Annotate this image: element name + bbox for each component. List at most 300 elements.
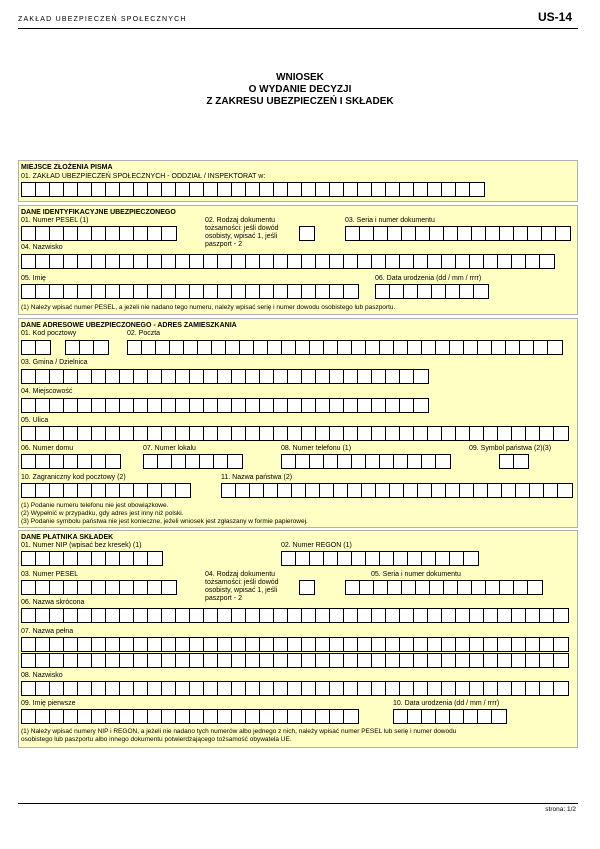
input-cell[interactable]	[78, 399, 92, 412]
input-cell[interactable]	[274, 183, 288, 196]
apartment-number-input[interactable]	[143, 454, 243, 469]
input-cell[interactable]	[372, 654, 386, 667]
input-cell[interactable]	[190, 710, 204, 723]
input-cell[interactable]	[474, 484, 488, 497]
input-cell[interactable]	[498, 638, 512, 651]
input-cell[interactable]	[106, 370, 120, 383]
input-cell[interactable]	[492, 341, 506, 354]
input-cell[interactable]	[250, 484, 264, 497]
input-cell[interactable]	[120, 370, 134, 383]
input-cell[interactable]	[78, 484, 92, 497]
input-cell[interactable]	[400, 399, 414, 412]
input-cell[interactable]	[316, 682, 330, 695]
input-cell[interactable]	[330, 399, 344, 412]
input-cell[interactable]	[390, 285, 404, 298]
input-cell[interactable]	[120, 581, 134, 594]
input-cell[interactable]	[386, 370, 400, 383]
input-cell[interactable]	[106, 183, 120, 196]
input-cell[interactable]	[148, 255, 162, 268]
input-cell[interactable]	[428, 638, 442, 651]
input-cell[interactable]	[120, 427, 134, 440]
input-cell[interactable]	[162, 638, 176, 651]
input-cell[interactable]	[184, 341, 198, 354]
input-cell[interactable]	[232, 285, 246, 298]
input-cell[interactable]	[436, 341, 450, 354]
input-cell[interactable]	[432, 484, 446, 497]
input-cell[interactable]	[78, 638, 92, 651]
postal-code-part1[interactable]	[21, 340, 51, 355]
input-cell[interactable]	[484, 609, 498, 622]
input-cell[interactable]	[190, 682, 204, 695]
input-cell[interactable]	[390, 484, 404, 497]
input-cell[interactable]	[218, 285, 232, 298]
input-cell[interactable]	[106, 285, 120, 298]
input-cell[interactable]	[456, 255, 470, 268]
input-cell[interactable]	[36, 609, 50, 622]
input-cell[interactable]	[446, 484, 460, 497]
input-cell[interactable]	[148, 609, 162, 622]
input-cell[interactable]	[92, 370, 106, 383]
input-cell[interactable]	[50, 255, 64, 268]
input-cell[interactable]	[428, 255, 442, 268]
input-cell[interactable]	[542, 227, 556, 240]
input-cell[interactable]	[120, 399, 134, 412]
input-cell[interactable]	[260, 183, 274, 196]
input-cell[interactable]	[64, 227, 78, 240]
foreign-postal-code-input[interactable]	[21, 483, 191, 498]
input-cell[interactable]	[22, 427, 36, 440]
input-cell[interactable]	[310, 552, 324, 565]
input-cell[interactable]	[22, 255, 36, 268]
input-cell[interactable]	[64, 581, 78, 594]
input-cell[interactable]	[106, 255, 120, 268]
input-cell[interactable]	[246, 638, 260, 651]
input-cell[interactable]	[330, 654, 344, 667]
input-cell[interactable]	[148, 427, 162, 440]
input-cell[interactable]	[492, 710, 506, 723]
input-cell[interactable]	[344, 370, 358, 383]
input-cell[interactable]	[500, 227, 514, 240]
input-cell[interactable]	[190, 654, 204, 667]
input-cell[interactable]	[388, 227, 402, 240]
input-cell[interactable]	[218, 654, 232, 667]
input-cell[interactable]	[302, 183, 316, 196]
payer-surname-input[interactable]	[21, 681, 569, 696]
input-cell[interactable]	[414, 682, 428, 695]
input-cell[interactable]	[274, 654, 288, 667]
input-cell[interactable]	[484, 427, 498, 440]
input-cell[interactable]	[324, 341, 338, 354]
input-cell[interactable]	[246, 682, 260, 695]
input-cell[interactable]	[218, 255, 232, 268]
input-cell[interactable]	[36, 682, 50, 695]
input-cell[interactable]	[470, 609, 484, 622]
input-cell[interactable]	[422, 455, 436, 468]
input-cell[interactable]	[148, 370, 162, 383]
input-cell[interactable]	[36, 484, 50, 497]
input-cell[interactable]	[488, 484, 502, 497]
input-cell[interactable]	[484, 654, 498, 667]
input-cell[interactable]	[274, 682, 288, 695]
input-cell[interactable]	[464, 710, 478, 723]
input-cell[interactable]	[330, 609, 344, 622]
branch-input[interactable]	[21, 182, 485, 197]
input-cell[interactable]	[380, 552, 394, 565]
input-cell[interactable]	[274, 370, 288, 383]
input-cell[interactable]	[380, 455, 394, 468]
input-cell[interactable]	[204, 609, 218, 622]
input-cell[interactable]	[204, 682, 218, 695]
input-cell[interactable]	[282, 341, 296, 354]
input-cell[interactable]	[162, 484, 176, 497]
input-cell[interactable]	[64, 484, 78, 497]
input-cell[interactable]	[156, 341, 170, 354]
input-cell[interactable]	[36, 552, 50, 565]
input-cell[interactable]	[344, 285, 358, 298]
input-cell[interactable]	[444, 581, 458, 594]
input-cell[interactable]	[544, 484, 558, 497]
input-cell[interactable]	[106, 609, 120, 622]
input-cell[interactable]	[92, 455, 106, 468]
input-cell[interactable]	[274, 609, 288, 622]
input-cell[interactable]	[500, 455, 514, 468]
input-cell[interactable]	[408, 552, 422, 565]
input-cell[interactable]	[302, 654, 316, 667]
input-cell[interactable]	[316, 609, 330, 622]
input-cell[interactable]	[362, 484, 376, 497]
input-cell[interactable]	[120, 654, 134, 667]
input-cell[interactable]	[246, 183, 260, 196]
input-cell[interactable]	[78, 682, 92, 695]
input-cell[interactable]	[246, 255, 260, 268]
input-cell[interactable]	[460, 484, 474, 497]
payer-birth-date-input[interactable]	[393, 709, 507, 724]
input-cell[interactable]	[330, 710, 344, 723]
input-cell[interactable]	[512, 609, 526, 622]
input-cell[interactable]	[526, 609, 540, 622]
input-cell[interactable]	[316, 710, 330, 723]
input-cell[interactable]	[358, 638, 372, 651]
input-cell[interactable]	[50, 638, 64, 651]
input-cell[interactable]	[134, 552, 148, 565]
input-cell[interactable]	[554, 638, 568, 651]
input-cell[interactable]	[260, 682, 274, 695]
input-cell[interactable]	[64, 455, 78, 468]
input-cell[interactable]	[134, 370, 148, 383]
input-cell[interactable]	[386, 255, 400, 268]
input-cell[interactable]	[22, 341, 36, 354]
input-cell[interactable]	[50, 682, 64, 695]
input-cell[interactable]	[190, 285, 204, 298]
input-cell[interactable]	[92, 484, 106, 497]
input-cell[interactable]	[344, 654, 358, 667]
input-cell[interactable]	[498, 255, 512, 268]
input-cell[interactable]	[386, 399, 400, 412]
input-cell[interactable]	[264, 484, 278, 497]
input-cell[interactable]	[204, 399, 218, 412]
input-cell[interactable]	[254, 341, 268, 354]
input-cell[interactable]	[502, 484, 516, 497]
input-cell[interactable]	[134, 427, 148, 440]
input-cell[interactable]	[64, 682, 78, 695]
input-cell[interactable]	[422, 341, 436, 354]
input-cell[interactable]	[232, 399, 246, 412]
input-cell[interactable]	[92, 682, 106, 695]
input-cell[interactable]	[190, 609, 204, 622]
input-cell[interactable]	[470, 183, 484, 196]
input-cell[interactable]	[534, 341, 548, 354]
input-cell[interactable]	[232, 427, 246, 440]
input-cell[interactable]	[134, 255, 148, 268]
input-cell[interactable]	[66, 341, 80, 354]
input-cell[interactable]	[330, 427, 344, 440]
input-cell[interactable]	[316, 654, 330, 667]
input-cell[interactable]	[92, 183, 106, 196]
input-cell[interactable]	[456, 654, 470, 667]
input-cell[interactable]	[288, 638, 302, 651]
input-cell[interactable]	[436, 710, 450, 723]
input-cell[interactable]	[316, 638, 330, 651]
input-cell[interactable]	[358, 183, 372, 196]
input-cell[interactable]	[372, 255, 386, 268]
input-cell[interactable]	[106, 638, 120, 651]
input-cell[interactable]	[204, 654, 218, 667]
input-cell[interactable]	[288, 370, 302, 383]
input-cell[interactable]	[64, 255, 78, 268]
input-cell[interactable]	[92, 255, 106, 268]
input-cell[interactable]	[540, 255, 554, 268]
input-cell[interactable]	[316, 399, 330, 412]
input-cell[interactable]	[260, 399, 274, 412]
input-cell[interactable]	[176, 370, 190, 383]
input-cell[interactable]	[486, 227, 500, 240]
input-cell[interactable]	[442, 654, 456, 667]
input-cell[interactable]	[162, 370, 176, 383]
input-cell[interactable]	[176, 710, 190, 723]
input-cell[interactable]	[120, 638, 134, 651]
input-cell[interactable]	[436, 552, 450, 565]
input-cell[interactable]	[134, 682, 148, 695]
input-cell[interactable]	[22, 609, 36, 622]
input-cell[interactable]	[430, 581, 444, 594]
input-cell[interactable]	[232, 609, 246, 622]
input-cell[interactable]	[302, 609, 316, 622]
input-cell[interactable]	[400, 427, 414, 440]
input-cell[interactable]	[134, 638, 148, 651]
input-cell[interactable]	[400, 609, 414, 622]
input-cell[interactable]	[50, 552, 64, 565]
input-cell[interactable]	[64, 399, 78, 412]
input-cell[interactable]	[260, 654, 274, 667]
input-cell[interactable]	[78, 581, 92, 594]
input-cell[interactable]	[470, 654, 484, 667]
input-cell[interactable]	[372, 682, 386, 695]
input-cell[interactable]	[358, 370, 372, 383]
input-cell[interactable]	[260, 370, 274, 383]
input-cell[interactable]	[106, 399, 120, 412]
post-office-input[interactable]	[127, 340, 563, 355]
input-cell[interactable]	[316, 255, 330, 268]
input-cell[interactable]	[78, 285, 92, 298]
input-cell[interactable]	[92, 285, 106, 298]
input-cell[interactable]	[120, 682, 134, 695]
input-cell[interactable]	[162, 399, 176, 412]
input-cell[interactable]	[338, 455, 352, 468]
input-cell[interactable]	[200, 455, 214, 468]
input-cell[interactable]	[400, 638, 414, 651]
input-cell[interactable]	[274, 255, 288, 268]
input-cell[interactable]	[176, 427, 190, 440]
input-cell[interactable]	[498, 427, 512, 440]
input-cell[interactable]	[456, 427, 470, 440]
input-cell[interactable]	[170, 341, 184, 354]
input-cell[interactable]	[320, 484, 334, 497]
payer-document-number-input[interactable]	[345, 580, 543, 595]
first-name-input[interactable]	[21, 284, 359, 299]
input-cell[interactable]	[512, 682, 526, 695]
input-cell[interactable]	[148, 710, 162, 723]
input-cell[interactable]	[36, 341, 50, 354]
input-cell[interactable]	[288, 255, 302, 268]
input-cell[interactable]	[190, 638, 204, 651]
input-cell[interactable]	[344, 399, 358, 412]
input-cell[interactable]	[64, 609, 78, 622]
input-cell[interactable]	[442, 427, 456, 440]
input-cell[interactable]	[450, 341, 464, 354]
input-cell[interactable]	[260, 710, 274, 723]
full-name-input-row1[interactable]	[21, 637, 569, 652]
input-cell[interactable]	[526, 638, 540, 651]
input-cell[interactable]	[470, 638, 484, 651]
input-cell[interactable]	[64, 654, 78, 667]
input-cell[interactable]	[436, 455, 450, 468]
input-cell[interactable]	[558, 484, 572, 497]
input-cell[interactable]	[386, 183, 400, 196]
input-cell[interactable]	[402, 227, 416, 240]
input-cell[interactable]	[260, 285, 274, 298]
input-cell[interactable]	[204, 427, 218, 440]
input-cell[interactable]	[78, 654, 92, 667]
input-cell[interactable]	[106, 484, 120, 497]
input-cell[interactable]	[148, 183, 162, 196]
input-cell[interactable]	[92, 638, 106, 651]
input-cell[interactable]	[400, 654, 414, 667]
input-cell[interactable]	[404, 484, 418, 497]
input-cell[interactable]	[316, 183, 330, 196]
input-cell[interactable]	[418, 285, 432, 298]
input-cell[interactable]	[428, 427, 442, 440]
input-cell[interactable]	[218, 710, 232, 723]
input-cell[interactable]	[232, 370, 246, 383]
input-cell[interactable]	[346, 227, 360, 240]
input-cell[interactable]	[176, 255, 190, 268]
input-cell[interactable]	[134, 710, 148, 723]
input-cell[interactable]	[22, 484, 36, 497]
input-cell[interactable]	[358, 399, 372, 412]
input-cell[interactable]	[400, 183, 414, 196]
input-cell[interactable]	[372, 638, 386, 651]
input-cell[interactable]	[316, 427, 330, 440]
input-cell[interactable]	[554, 427, 568, 440]
input-cell[interactable]	[338, 341, 352, 354]
input-cell[interactable]	[232, 654, 246, 667]
input-cell[interactable]	[36, 710, 50, 723]
input-cell[interactable]	[414, 638, 428, 651]
input-cell[interactable]	[204, 638, 218, 651]
input-cell[interactable]	[92, 609, 106, 622]
input-cell[interactable]	[288, 285, 302, 298]
input-cell[interactable]	[64, 427, 78, 440]
input-cell[interactable]	[50, 581, 64, 594]
input-cell[interactable]	[302, 682, 316, 695]
input-cell[interactable]	[296, 552, 310, 565]
input-cell[interactable]	[486, 581, 500, 594]
input-cell[interactable]	[120, 609, 134, 622]
input-cell[interactable]	[408, 341, 422, 354]
input-cell[interactable]	[94, 341, 108, 354]
input-cell[interactable]	[498, 609, 512, 622]
input-cell[interactable]	[386, 654, 400, 667]
input-cell[interactable]	[92, 427, 106, 440]
input-cell[interactable]	[302, 638, 316, 651]
input-cell[interactable]	[64, 638, 78, 651]
input-cell[interactable]	[176, 399, 190, 412]
postal-code-part2[interactable]	[65, 340, 109, 355]
input-cell[interactable]	[148, 682, 162, 695]
input-cell[interactable]	[92, 552, 106, 565]
input-cell[interactable]	[218, 682, 232, 695]
input-cell[interactable]	[106, 654, 120, 667]
input-cell[interactable]	[344, 682, 358, 695]
input-cell[interactable]	[144, 455, 158, 468]
input-cell[interactable]	[302, 370, 316, 383]
input-cell[interactable]	[478, 341, 492, 354]
input-cell[interactable]	[288, 710, 302, 723]
input-cell[interactable]	[64, 552, 78, 565]
input-cell[interactable]	[246, 654, 260, 667]
input-cell[interactable]	[428, 682, 442, 695]
input-cell[interactable]	[366, 341, 380, 354]
input-cell[interactable]	[218, 638, 232, 651]
input-cell[interactable]	[204, 255, 218, 268]
input-cell[interactable]	[344, 255, 358, 268]
input-cell[interactable]	[274, 399, 288, 412]
input-cell[interactable]	[134, 227, 148, 240]
input-cell[interactable]	[120, 183, 134, 196]
input-cell[interactable]	[386, 609, 400, 622]
input-cell[interactable]	[232, 682, 246, 695]
input-cell[interactable]	[380, 341, 394, 354]
input-cell[interactable]	[120, 552, 134, 565]
input-cell[interactable]	[348, 484, 362, 497]
input-cell[interactable]	[134, 399, 148, 412]
short-name-input[interactable]	[21, 608, 569, 623]
input-cell[interactable]	[344, 183, 358, 196]
input-cell[interactable]	[50, 227, 64, 240]
input-cell[interactable]	[372, 609, 386, 622]
input-cell[interactable]	[148, 654, 162, 667]
input-cell[interactable]	[204, 285, 218, 298]
input-cell[interactable]	[430, 227, 444, 240]
input-cell[interactable]	[514, 581, 528, 594]
input-cell[interactable]	[162, 710, 176, 723]
municipality-input[interactable]	[21, 369, 429, 384]
input-cell[interactable]	[212, 341, 226, 354]
input-cell[interactable]	[36, 183, 50, 196]
input-cell[interactable]	[22, 638, 36, 651]
full-name-input-row2[interactable]	[21, 653, 569, 668]
input-cell[interactable]	[176, 183, 190, 196]
